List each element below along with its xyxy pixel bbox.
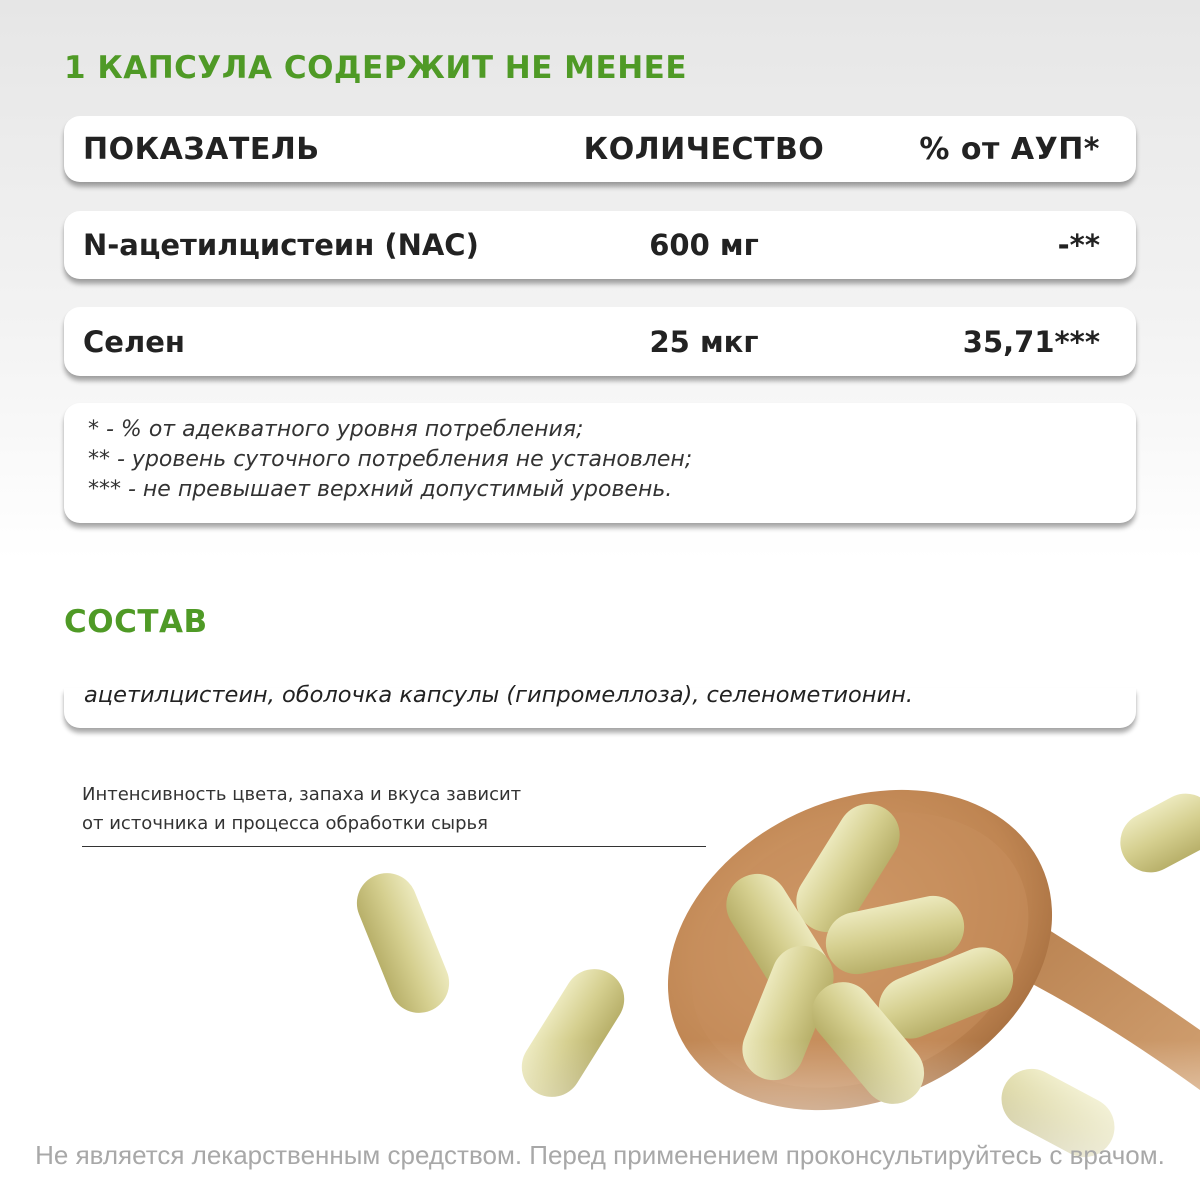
table-row-selenium [64,307,1136,376]
header-percent: % от АУП* [919,131,1100,167]
contents-heading: 1 КАПСУЛА СОДЕРЖИТ НЕ МЕНЕЕ [64,50,687,86]
remark-line: Интенсивность цвета, запаха и вкуса зависит [82,784,522,805]
row-percent: 35,71*** [962,324,1100,359]
composition-box [64,682,1136,728]
footnote: ** - уровень суточного потребления не установлен; [88,447,693,472]
footnote: *** - не превышает верхний допустимый уровень. [88,477,673,502]
header-amount: КОЛИЧЕСТВО [583,131,825,167]
row-amount: 600 мг [649,228,759,262]
row-percent: -** [1057,228,1100,262]
row-amount: 25 мкг [649,324,759,359]
quality-remark [82,780,521,838]
footnote: * - % от адекватного уровня потребления; [88,417,584,442]
disclaimer: Не является лекарственным средством. Перед применением проконсультируйтесь с врачом. [35,1140,1165,1170]
row-name: N-ацетилцистеин (NAC) [83,228,479,262]
row-name: Селен [83,324,185,359]
table-row-nac [64,211,1136,279]
composition-heading: СОСТАВ [64,604,208,640]
remark-line: от источника и процесса обработки сырья [82,813,488,834]
footnotes-box [64,403,1136,523]
divider [82,846,706,847]
table-header-row [64,116,1136,182]
header-indicator: ПОКАЗАТЕЛЬ [83,131,320,167]
composition-text: ацетилцистеин, оболочка капсулы (гипромеллоза), селенометионин. [84,682,913,708]
